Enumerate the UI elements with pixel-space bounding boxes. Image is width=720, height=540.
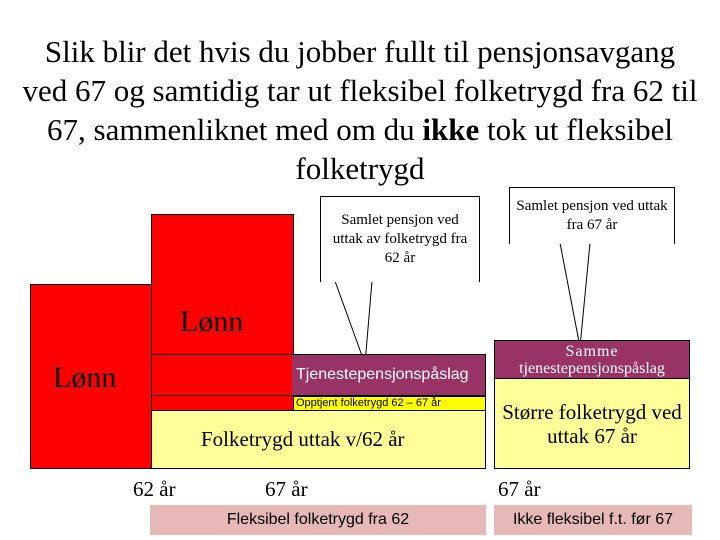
callout-left-pointer <box>335 281 372 364</box>
earned-pension-label: Opptjent folketrygd 62 – 67 år <box>296 397 441 409</box>
larger-pension-block <box>494 378 690 469</box>
occupational-label-left: Tjenestepensjonspåslag <box>296 366 469 383</box>
pension-withdrawal-label: Folketrygd uttak v/62 år <box>201 427 405 451</box>
larger-pension-label: Større folketrygd ved uttak 67 år <box>502 399 682 448</box>
footer-flexible <box>150 505 486 535</box>
age-label-67-left: 67 år <box>265 477 308 501</box>
salary-label-top: Lønn <box>180 305 244 338</box>
title-bold-word: ikke <box>422 112 480 147</box>
footer-not-flexible <box>494 505 692 535</box>
footer-flexible-label: Fleksibel folketrygd fra 62 <box>226 511 410 528</box>
callout-left <box>320 196 480 282</box>
salary-block-strip <box>152 396 292 411</box>
footer-not-flexible-label: Ikke fleksibel f.t. før 67 <box>512 511 674 528</box>
occupational-label-right-1: Samme <box>565 342 619 360</box>
age-label-62: 62 år <box>133 477 176 501</box>
title-text-end: tok ut fleksibel folketrygd <box>295 112 673 186</box>
salary-label-left: Lønn <box>53 361 117 394</box>
occupational-label-right-2: tjenestepensjonspåslag <box>519 359 665 377</box>
callout-right-pointer <box>560 243 590 347</box>
salary-block-row <box>152 355 292 395</box>
callout-right <box>509 187 675 244</box>
title-text: Slik blir det hvis du jobber fullt til pensjonsavgang ved 67 og samtidig tar ut fleksibel folketrygd fra 62 til 67, sammenliknet med om du <box>22 34 698 147</box>
occupational-block-right <box>494 340 690 379</box>
callout-left-text: Samlet pensjon ved uttak av folketrygd fra 62 år <box>332 212 468 266</box>
salary-block-left <box>30 284 153 469</box>
callout-right-text: Samlet pensjon ved uttak fra 67 år <box>516 198 668 233</box>
age-label-67-right: 67 år <box>498 477 541 501</box>
